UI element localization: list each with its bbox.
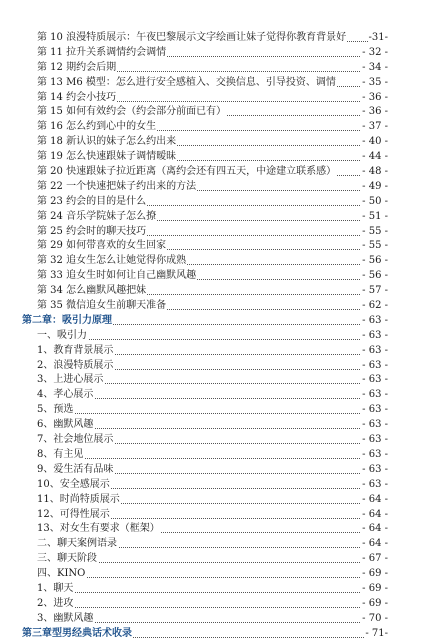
toc-entry[interactable]	[0, 91, 433, 106]
toc-page-number: - 36 -	[361, 91, 388, 106]
toc-entry[interactable]	[0, 612, 433, 627]
toc-entry-title: 8、有主见	[37, 448, 84, 463]
toc-page-number: - 71-	[364, 627, 388, 642]
toc-page-number: - 63 -	[361, 388, 388, 403]
toc-entry[interactable]	[0, 403, 433, 418]
toc-page-number: - 63 -	[361, 418, 388, 433]
toc-entry-title: 2、进攻	[37, 597, 74, 612]
toc-page-number: - 63 -	[361, 403, 388, 418]
toc-entry-title: 6、幽默风趣	[37, 418, 94, 433]
toc-entry[interactable]	[0, 135, 433, 150]
toc-entry[interactable]	[0, 269, 433, 284]
toc-page-number: - 63 -	[361, 478, 388, 493]
toc-entry[interactable]	[0, 254, 433, 269]
toc-entry-title: 第 23 约会的目的是什么	[37, 195, 147, 210]
toc-page-number: - 48 -	[361, 165, 388, 180]
toc-page-number: - 63 -	[361, 314, 388, 329]
toc-page-number: - 56 -	[361, 269, 388, 284]
toc-entry-title: 第 11 拉升关系调情约会调情	[37, 46, 167, 61]
toc-entry-title: 11、时尚特质展示	[37, 493, 121, 508]
toc-page-number: - 64 -	[361, 537, 388, 552]
toc-entry-title: 四、KINO	[37, 567, 86, 582]
toc-entry-title: 第 24 音乐学院妹子怎么撩	[37, 210, 157, 225]
toc-entry-title: 12、可得性展示	[37, 508, 111, 523]
toc-entry[interactable]	[0, 31, 433, 46]
toc-page-number: - 63 -	[361, 373, 388, 388]
toc-page-number: - 62 -	[361, 299, 388, 314]
toc-entry-title: 第 14 约会小技巧	[37, 91, 117, 106]
dot-leader	[37, 339, 386, 340]
dot-leader	[37, 413, 386, 414]
toc-page-number: - 64 -	[361, 508, 388, 523]
table-of-contents	[0, 31, 433, 642]
toc-entry-title: 1、教育背景展示	[37, 344, 114, 359]
toc-entry-title: 1、聊天	[37, 582, 74, 597]
toc-page-number: - 63 -	[361, 463, 388, 478]
toc-page-number: - 63 -	[361, 329, 388, 344]
toc-entry[interactable]	[0, 329, 433, 344]
toc-entry[interactable]	[0, 165, 433, 180]
toc-page-number: - 57 -	[361, 284, 388, 299]
toc-page-number: - 69 -	[361, 582, 388, 597]
toc-entry[interactable]	[0, 448, 433, 463]
toc-entry[interactable]	[0, 195, 433, 210]
toc-entry[interactable]	[0, 522, 433, 537]
toc-page-number: - 63 -	[361, 344, 388, 359]
toc-entry[interactable]	[0, 388, 433, 403]
toc-entry-title: 第 32 追女生怎么让她觉得你成熟	[37, 254, 187, 269]
toc-entry-title: 二、聊天案例语录	[37, 537, 118, 552]
toc-page-number: - 44 -	[361, 150, 388, 165]
toc-entry[interactable]	[0, 225, 433, 240]
toc-entry-title: 第 35 微信追女生前聊天准备	[37, 299, 167, 314]
toc-page-number: - 34 -	[361, 61, 388, 76]
toc-entry[interactable]	[0, 239, 433, 254]
toc-page-number: - 51 -	[361, 210, 388, 225]
toc-page-number: - 55 -	[361, 239, 388, 254]
toc-entry-title: 第 19 怎么快速跟妹子调情暧昧	[37, 150, 177, 165]
toc-entry-title: 第 10 浪漫特质展示：午夜巴黎展示文字绘画让妹子觉得你教育背景好	[37, 31, 347, 46]
toc-page-number: - 64 -	[361, 493, 388, 508]
toc-entry[interactable]	[0, 299, 433, 314]
toc-entry-title: 一、吸引力	[37, 329, 88, 344]
toc-page-number: - 69 -	[361, 597, 388, 612]
toc-entry-title: 7、社会地位展示	[37, 433, 114, 448]
toc-entry-title: 第 12 期约会后期	[37, 61, 117, 76]
toc-page-number: - 36 -	[361, 105, 388, 120]
toc-entry[interactable]	[0, 105, 433, 120]
toc-entry[interactable]	[0, 552, 433, 567]
toc-page-number: - 50 -	[361, 195, 388, 210]
toc-chapter-heading[interactable]	[0, 314, 433, 329]
toc-entry-title: 第 20 快速跟妹子拉近距离（离约会还有四五天，中途建立联系感）	[37, 165, 337, 180]
toc-entry-title: 第 29 如何带喜欢的女生回家	[37, 239, 167, 254]
toc-entry-title: 第二章：吸引力原理	[22, 314, 113, 329]
toc-page-number: - 37 -	[361, 120, 388, 135]
toc-entry[interactable]	[0, 463, 433, 478]
toc-entry-title: 第 13 M6 模型：怎么进行安全感植入、交换信息、引导投资、调情	[37, 76, 337, 91]
dot-leader	[37, 592, 386, 593]
dot-leader	[37, 458, 386, 459]
dot-leader	[37, 577, 386, 578]
toc-entry[interactable]	[0, 284, 433, 299]
toc-page-number: - 69 -	[361, 567, 388, 582]
toc-entry-title: 9、爱生活有品味	[37, 463, 114, 478]
toc-entry[interactable]	[0, 210, 433, 225]
toc-entry-title: 3、上进心展示	[37, 373, 104, 388]
toc-page-number: - 32 -	[361, 46, 388, 61]
toc-entry[interactable]	[0, 582, 433, 597]
toc-entry[interactable]	[0, 344, 433, 359]
toc-chapter-heading[interactable]	[0, 627, 433, 642]
toc-page-number: - 63 -	[361, 359, 388, 374]
toc-page-number: - 55 -	[361, 225, 388, 240]
toc-entry[interactable]	[0, 567, 433, 582]
toc-page-number: - 56 -	[361, 254, 388, 269]
toc-page-number: - 49 -	[361, 180, 388, 195]
toc-entry-title: 4、孝心展示	[37, 388, 94, 403]
toc-entry[interactable]	[0, 180, 433, 195]
toc-entry[interactable]	[0, 373, 433, 388]
toc-entry[interactable]	[0, 120, 433, 135]
toc-page-number: - 70 -	[361, 612, 388, 627]
toc-entry-title: 第 18 新认识的妹子怎么约出来	[37, 135, 177, 150]
toc-entry-title: 5、预选	[37, 403, 74, 418]
toc-entry-title: 第三章型男经典话术收录	[22, 627, 133, 642]
toc-entry[interactable]	[0, 508, 433, 523]
toc-entry[interactable]	[0, 433, 433, 448]
toc-entry[interactable]	[0, 597, 433, 612]
toc-entry-title: 3、幽默风趣	[37, 612, 94, 627]
toc-entry[interactable]	[0, 493, 433, 508]
toc-entry-title: 第 33 追女生时如何让自己幽默风趣	[37, 269, 197, 284]
toc-entry[interactable]	[0, 418, 433, 433]
toc-entry-title: 2、浪漫特质展示	[37, 359, 114, 374]
toc-page-number: - 40 -	[361, 135, 388, 150]
toc-entry[interactable]	[0, 150, 433, 165]
toc-page-number: - 63 -	[361, 433, 388, 448]
toc-entry[interactable]	[0, 76, 433, 91]
toc-entry-title: 第 15 如何有效约会（约会部分前面已有）	[37, 105, 227, 120]
toc-entry[interactable]	[0, 46, 433, 61]
toc-entry[interactable]	[0, 359, 433, 374]
dot-leader	[37, 607, 386, 608]
toc-entry-title: 第 25 约会时的聊天技巧	[37, 225, 147, 240]
toc-page-number: -31-	[368, 31, 388, 46]
toc-page-number: - 35 -	[361, 76, 388, 91]
toc-entry-title: 13、对女生有要求（框架）	[37, 522, 161, 537]
toc-page-number: - 67 -	[361, 552, 388, 567]
toc-entry-title: 第 16 怎么约到心中的女生	[37, 120, 157, 135]
toc-entry-title: 10、安全感展示	[37, 478, 111, 493]
toc-entry-title: 三、聊天阶段	[37, 552, 98, 567]
toc-entry-title: 第 22 一个快速把妹子约出来的方法	[37, 180, 197, 195]
toc-entry[interactable]	[0, 537, 433, 552]
toc-page-number: - 63 -	[361, 448, 388, 463]
toc-entry-title: 第 34 怎么幽默风趣把妹	[37, 284, 147, 299]
toc-entry[interactable]	[0, 61, 433, 76]
toc-page-number: - 64 -	[361, 522, 388, 537]
toc-entry[interactable]	[0, 478, 433, 493]
